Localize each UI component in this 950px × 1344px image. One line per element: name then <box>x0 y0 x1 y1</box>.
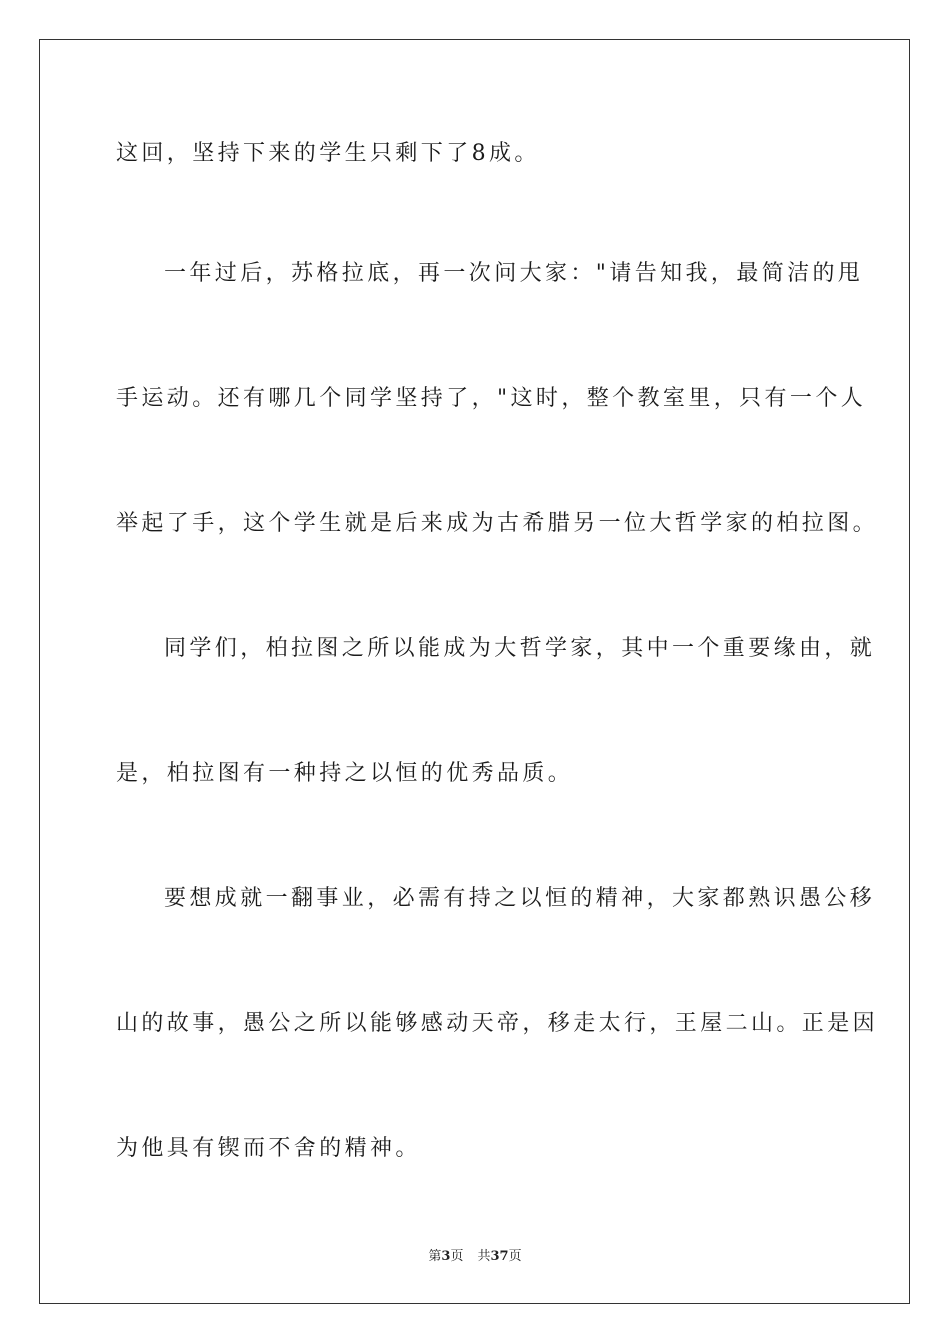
footer-page-prefix: 第 <box>428 1249 442 1264</box>
footer-total-prefix: 共 <box>477 1249 491 1264</box>
text-line-6: 是，柏拉图有一种持之以恒的优秀品质。 <box>116 761 574 786</box>
text-line-5: 同学们，柏拉图之所以能成为大哲学家，其中一个重要缘由，就 <box>164 636 876 661</box>
text-line-3: 手运动。还有哪几个同学坚持了，"这时，整个教室里，只有一个人 <box>116 386 867 411</box>
text-line-2: 一年过后，苏格拉底，再一次问大家："请告知我，最简洁的甩 <box>164 261 864 286</box>
page-border <box>39 39 910 1304</box>
text-line-4: 举起了手，这个学生就是后来成为古希腊另一位大哲学家的柏拉图。 <box>116 511 879 536</box>
footer-page-number: 3 <box>441 1249 451 1264</box>
footer-page-suffix: 页 <box>450 1249 464 1264</box>
text-line-8: 山的故事，愚公之所以能够感动天帝，移走太行，王屋二山。正是因 <box>116 1011 879 1036</box>
text-line-9: 为他具有锲而不舍的精神。 <box>116 1136 421 1161</box>
page-footer <box>0 1248 950 1266</box>
text-line-1: 这回，坚持下来的学生只剩下了8成。 <box>116 141 540 166</box>
text-line-7: 要想成就一翻事业，必需有持之以恒的精神，大家都熟识愚公移 <box>164 886 876 911</box>
footer-total-number: 37 <box>490 1249 509 1264</box>
footer-total-suffix: 页 <box>508 1249 522 1264</box>
